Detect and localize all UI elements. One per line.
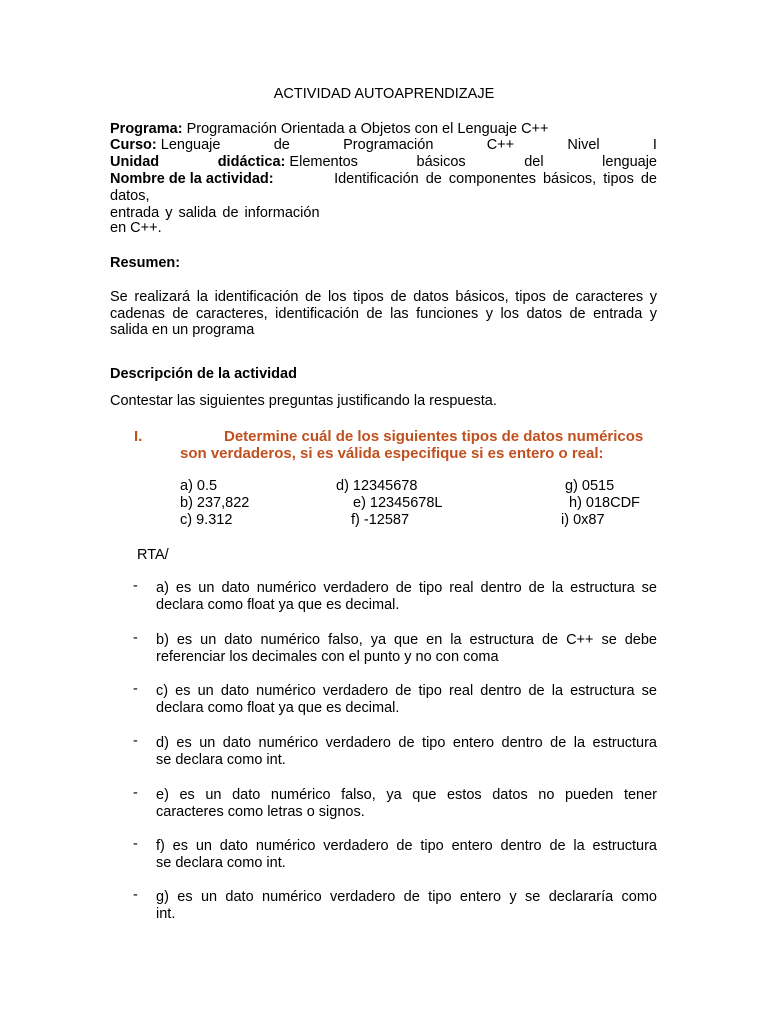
answer-a: a) es un dato numérico verdadero de tipo real dentro de la estructura se declara como float ya que es decimal.	[156, 580, 657, 613]
bullet-dash: -	[133, 785, 138, 801]
page-title: ACTIVIDAD AUTOAPRENDIZAJE	[273, 86, 495, 102]
answer-c: c) es un dato numérico verdadero de tipo real dentro de la estructura se declara como float ya que es decimal.	[156, 683, 657, 716]
actividad-value-3: entrada y salida de información	[110, 205, 320, 221]
answer-e: e) es un dato numérico falso, ya que estos datos no pueden tener caracteres como letras o signos.	[156, 787, 657, 820]
resumen-line: Se realizará la identificación de los tipos de datos básicos, tipos de caracteres y	[110, 289, 657, 305]
bullet-dash: -	[133, 733, 138, 749]
unidad-word: del	[524, 154, 544, 170]
programa-line	[110, 121, 660, 138]
curso-label: Curso:	[110, 137, 157, 153]
bullet-dash: -	[133, 630, 138, 646]
option-a: a) 0.5	[180, 478, 218, 494]
option-b: b) 237,822	[180, 495, 250, 511]
curso-word: I	[652, 137, 657, 153]
descripcion-text: Contestar las siguientes preguntas justificando la respuesta.	[110, 393, 497, 409]
question-line: Determine cuál de los siguientes tipos de datos numéricos	[224, 428, 644, 445]
option-d: d) 12345678	[336, 478, 418, 494]
bullet-dash: -	[133, 578, 138, 594]
resumen-line: salida en un programa	[110, 322, 255, 338]
bullet-dash: -	[133, 681, 138, 697]
question-line: son verdaderos, si es válida especifique si es entero o real:	[180, 445, 604, 462]
actividad-value-4: en C++.	[110, 220, 162, 236]
unidad-word: básicos	[416, 154, 466, 170]
option-c: c) 9.312	[180, 512, 233, 528]
option-h: h) 018CDF	[569, 495, 640, 511]
answer-g: g) es un dato numérico verdadero de tipo entero y se declararía como int.	[156, 889, 657, 922]
curso-word: Programación	[343, 137, 434, 153]
unidad-line	[110, 154, 657, 171]
unidad-label-2: didáctica:	[217, 154, 286, 170]
unidad-word: Elementos	[289, 154, 358, 170]
actividad-label: Nombre de la actividad:	[110, 171, 274, 187]
descripcion-heading: Descripción de la actividad	[110, 366, 297, 382]
question-number: I.	[134, 428, 143, 445]
answer-f: f) es un dato numérico verdadero de tipo entero dentro de la estructura se declara como int.	[156, 838, 657, 871]
rta-label: RTA/	[137, 547, 169, 563]
actividad-line	[110, 171, 657, 188]
answer-b: b) es un dato numérico falso, ya que en la estructura de C++ se debe referenciar los decimales con el punto y no con coma	[156, 632, 657, 665]
option-i: i) 0x87	[561, 512, 605, 528]
bullet-dash: -	[133, 887, 138, 903]
programa-value: Programación Orientada a Objetos con el Lenguaje C++	[186, 121, 549, 137]
option-g: g) 0515	[565, 478, 615, 494]
curso-word: Nivel	[567, 137, 600, 153]
curso-word: de	[273, 137, 290, 153]
resumen-heading: Resumen:	[110, 255, 181, 271]
curso-line	[110, 137, 657, 154]
curso-word: C++	[486, 137, 515, 153]
resumen-line: cadenas de caracteres, identificación de las funciones y los datos de entrada y	[110, 306, 657, 322]
unidad-label: Unidad	[110, 154, 160, 170]
actividad-value-2: datos,	[110, 188, 150, 204]
answer-d: d) es un dato numérico verdadero de tipo entero dentro de la estructura se declara como int.	[156, 735, 657, 768]
unidad-word: lenguaje	[602, 154, 657, 170]
programa-label: Programa:	[110, 121, 183, 137]
bullet-dash: -	[133, 836, 138, 852]
actividad-value: Identificación de componentes básicos, tipos de	[334, 171, 657, 187]
option-e: e) 12345678L	[353, 495, 443, 511]
curso-word: Lenguaje	[160, 137, 221, 153]
option-f: f) -12587	[351, 512, 410, 528]
